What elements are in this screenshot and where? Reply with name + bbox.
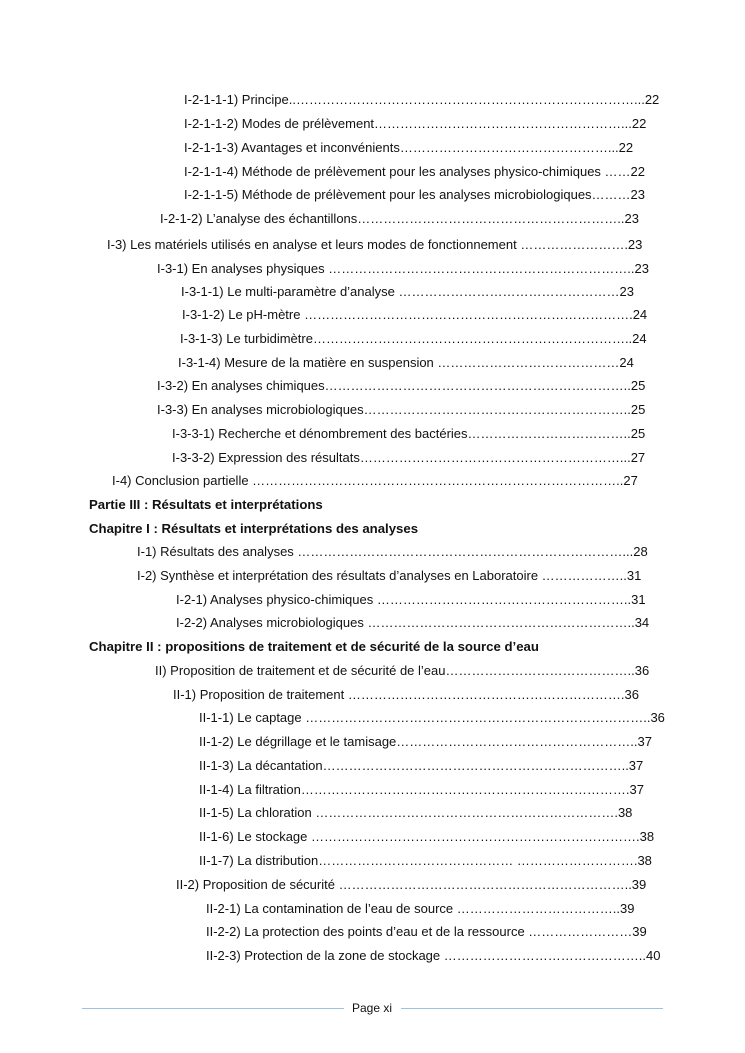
toc-entry[interactable]: I-3-2) En analyses chimiques……………………………………………………………..25 xyxy=(157,378,646,393)
toc-entry[interactable]: I-3-1) En analyses physiques ……………………………………………………………..23 xyxy=(157,261,649,276)
page-number: Page xi xyxy=(351,1001,393,1015)
toc-entry[interactable]: I-3-3-2) Expression des résultats……………………………………………………...27 xyxy=(172,450,646,465)
toc-entry[interactable]: I-2-1-2) L’analyse des échantillons……………………………………………………..23 xyxy=(160,211,639,226)
toc-entry[interactable]: I-2-1-1-5) Méthode de prélèvement pour les analyses microbiologiques………23 xyxy=(184,187,646,202)
toc-entry[interactable]: II-1-3) La décantation……………………………………………………………..37 xyxy=(199,758,644,773)
footer-rule-left xyxy=(82,1008,344,1009)
toc-entry[interactable]: I-3) Les matériels utilisés en analyse et leurs modes de fonctionnement …………………….23 xyxy=(107,237,643,252)
toc-entry[interactable]: II-2) Proposition de sécurité …………………………………………………………..39 xyxy=(176,877,647,892)
toc-entry[interactable]: I-4) Conclusion partielle …………………………………………………………………………..27 xyxy=(112,473,638,488)
toc-entry[interactable]: I-2) Synthèse et interprétation des résultats d’analyses en Laboratoire ………………..31 xyxy=(137,568,642,583)
toc-entry[interactable]: II-2-2) La protection des points d’eau et de la ressource ……………………39 xyxy=(206,924,647,939)
toc-entry[interactable]: I-2-1-1-3) Avantages et inconvénients…………………………………………...22 xyxy=(184,140,634,155)
toc-entry[interactable]: II-1-4) La filtration………………………………………………………………….37 xyxy=(199,782,644,797)
toc-entry[interactable]: II-2-1) La contamination de l’eau de source ………………………………..39 xyxy=(206,901,635,916)
footer-rule-right xyxy=(401,1008,663,1009)
chapter-heading: Chapitre II : propositions de traitement et de sécurité de la source d’eau xyxy=(89,639,539,654)
toc-entry[interactable]: II-1-5) La chloration …………………………………………………………….38 xyxy=(199,805,633,820)
toc-entry[interactable]: I-2-2) Analyses microbiologiques ……………………………………………………..34 xyxy=(176,615,650,630)
toc-entry[interactable]: II-1) Proposition de traitement ……………………………………………………….36 xyxy=(173,687,639,702)
toc-entry[interactable]: II-1-7) La distribution……………………………………… ……………………….38 xyxy=(199,853,652,868)
toc-entry[interactable]: I-3-1-2) Le pH-mètre ………………………………………………………………….24 xyxy=(182,307,648,322)
toc-entry[interactable]: I-3-3) En analyses microbiologiques……………………………………………………..25 xyxy=(157,402,646,417)
toc-entry[interactable]: I-1) Résultats des analyses …………………………………………………………………...28 xyxy=(137,544,648,559)
toc-entry[interactable]: II-1-1) Le captage ……………………………………………………………………..36 xyxy=(199,710,665,725)
toc-entry[interactable]: II) Proposition de traitement et de sécurité de l’eau……………………………………..36 xyxy=(155,663,650,678)
toc-entry[interactable]: I-3-1-4) Mesure de la matière en suspension ……………………………………24 xyxy=(178,355,634,370)
toc-entry[interactable]: I-2-1-1-2) Modes de prélèvement…………………………………………………...22 xyxy=(184,116,647,131)
toc-entry[interactable]: II-1-6) Le stockage ………………………………………………………………….38 xyxy=(199,829,655,844)
section-heading: Partie III : Résultats et interprétations xyxy=(89,497,323,512)
toc-entry[interactable]: I-3-1-3) Le turbidimètre………………………………………………………………..24 xyxy=(180,331,647,346)
toc-entry[interactable]: II-2-3) Protection de la zone de stockage ………………………………………..40 xyxy=(206,948,661,963)
toc-entry[interactable]: II-1-2) Le dégrillage et le tamisage………………………………………………..37 xyxy=(199,734,652,749)
toc-entry[interactable]: I-2-1) Analyses physico-chimiques …………………………………………………..31 xyxy=(176,592,646,607)
toc-entry[interactable]: I-3-1-1) Le multi-paramètre d’analyse ……………………………………………23 xyxy=(181,284,634,299)
toc-entry[interactable]: I-3-3-1) Recherche et dénombrement des bactéries………………………………..25 xyxy=(172,426,646,441)
toc-entry[interactable]: I-2-1-1-1) Principe..……………………………………………………………………...22 xyxy=(184,92,660,107)
toc-entry[interactable]: I-2-1-1-4) Méthode de prélèvement pour les analyses physico-chimiques ……22 xyxy=(184,164,645,179)
chapter-heading: Chapitre I : Résultats et interprétations des analyses xyxy=(89,521,419,536)
